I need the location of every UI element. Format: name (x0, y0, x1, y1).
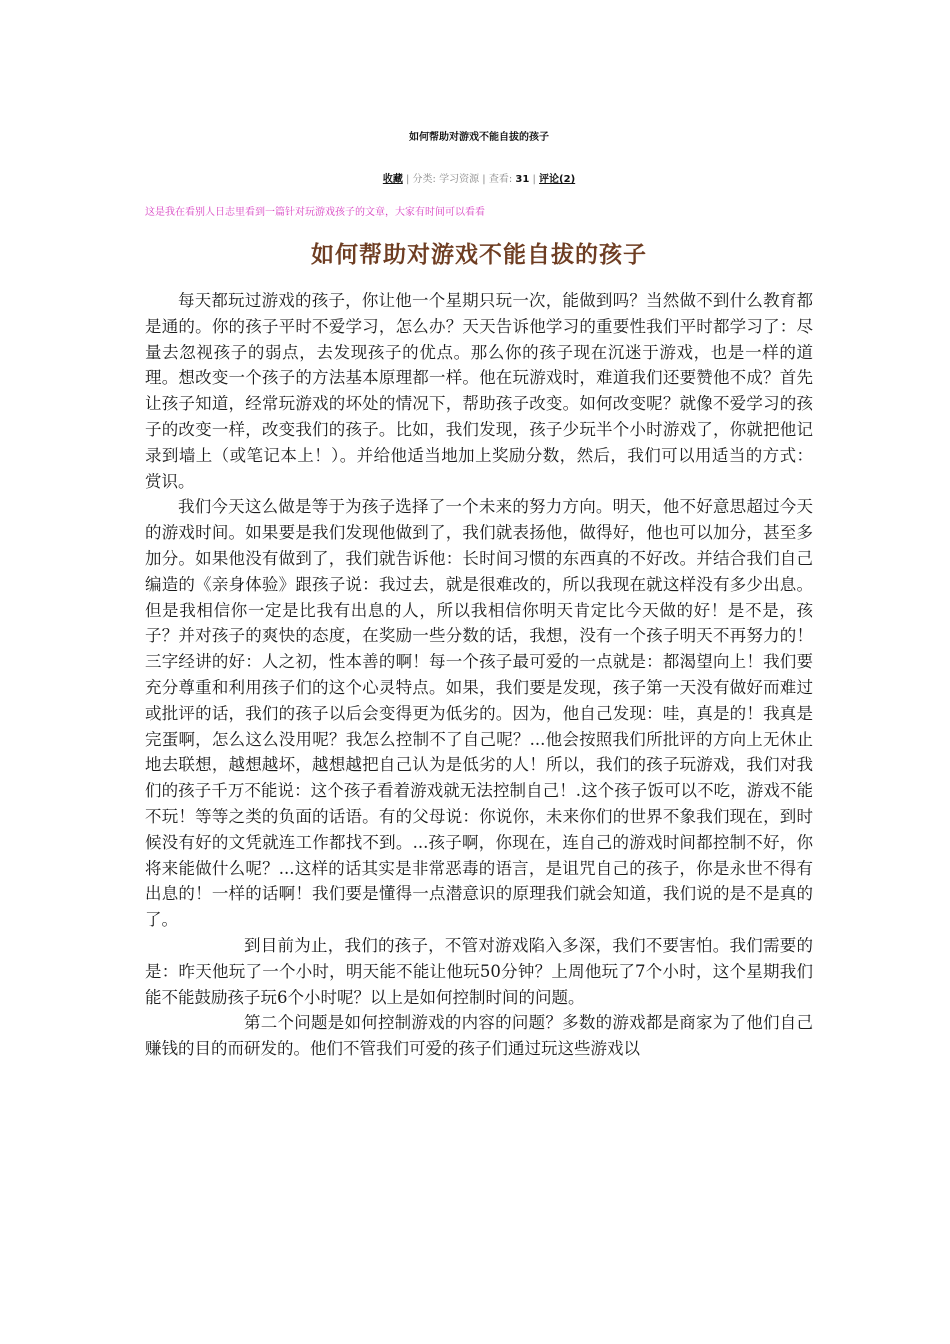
favorite-link[interactable]: 收藏 (382, 174, 403, 185)
article-title: 如何帮助对游戏不能自拔的孩子 (311, 242, 647, 268)
post-meta-bar (145, 170, 813, 185)
view-count: 31 (515, 174, 530, 185)
comments-link[interactable]: 评论(2) (539, 174, 576, 185)
article-paragraph: 我们今天这么做是等于为孩子选择了一个未来的努力方向。明天，他不好意思超过今天的游戏时间。如果要是我们发现他做到了，我们就表扬他，做得好，他也可以加分，甚至多加分。如果他没有做到了，我们就告诉他：长时间习惯的东西真的不好改。并结合我们自己编造的《亲身体验》跟孩子说：我过去，就是很难改的，所以我现在就这样没有多少出息。但是我相信你一定是比我有出息的人，所以我相信你明天肯定比今天做的好！是不是，孩子？并对孩子的爽快的态度，在奖励一些分数的话，我想，没有一个孩子明天不再努力的！三字经讲的好：人之初，性本善的啊！每一个孩子最可爱的一点就是：都渴望向上！我们要充分尊重和利用孩子们的这个心灵特点。如果，我们要是发现，孩子第一天没有做好而难过或批评的话，我们的孩子以后会变得更为低劣的。因为，他自己发现：哇，真是的！我真是完蛋啊，怎么这么没用呢？我怎么控制不了自己呢？...他会按照我们所批评的方向上无休止地去联想，越想越坏，越想越把自己认为是低劣的人！所以，我们的孩子玩游戏，我们对我们的孩子千万不能说：这个孩子看着游戏就无法控制自己！.这个孩子饭可以不吃，游戏不能不玩！等等之类的负面的话语。有的父母说：你说你，未来你们的世界不象我们现在，到时候没有好的文凭就连工作都找不到。...孩子啊，你现在，连自己的游戏时间都控制不好，你将来能做什么呢？...这样的话其实是非常恶毒的语言，是诅咒自己的孩子，你是永世不得有出息的！一样的话啊！我们要是懂得一点潜意识的原理我们就会知道，我们说的是不是真的了。 (145, 497, 813, 930)
article-paragraph: 第二个问题是如何控制游戏的内容的问题？多数的游戏都是商家为了他们自己赚钱的目的而研发的。他们不管我们可爱的孩子们通过玩这些游戏以 (145, 1013, 813, 1059)
article-body (145, 288, 813, 1062)
page-small-title: 如何帮助对游戏不能自拔的孩子 (409, 132, 549, 143)
meta-separator: | (529, 174, 540, 185)
article-paragraph: 到目前为止，我们的孩子，不管对游戏陷入多深，我们不要害怕。我们需要的是：昨天他玩了一个小时，明天能不能让他玩50分钟？上周他玩了7个小时，这个星期我们能不能鼓励孩子玩6个小时呢？以上是如何控制时间的问题。 (145, 935, 813, 1007)
article-paragraph: 每天都玩过游戏的孩子，你让他一个星期只玩一次，能做到吗？当然做不到什么教育都是通的。你的孩子平时不爱学习，怎么办？天天告诉他学习的重要性我们平时都学习了：尽量去忽视孩子的弱点，去发现孩子的优点。那么你的孩子现在沉迷于游戏，也是一样的道理。想改变一个孩子的方法基本原理都一样。他在玩游戏时，难道我们还要赞他不成？首先让孩子知道，经常玩游戏的坏处的情况下，帮助孩子改变。如何改变呢？就像不爱学习的孩子的改变一样，改变我们的孩子。比如，我们发现，孩子少玩半个小时游戏了，你就把他记录到墙上（或笔记本上！）。并给他适当地加上奖励分数，然后，我们可以用适当的方式：赏识。 (145, 291, 813, 491)
intro-note: 这是我在看别人日志里看到一篇针对玩游戏孩子的文章，大家有时间可以看看 (145, 207, 485, 218)
category-text: | 分类: 学习资源 | 查看: (402, 174, 516, 185)
